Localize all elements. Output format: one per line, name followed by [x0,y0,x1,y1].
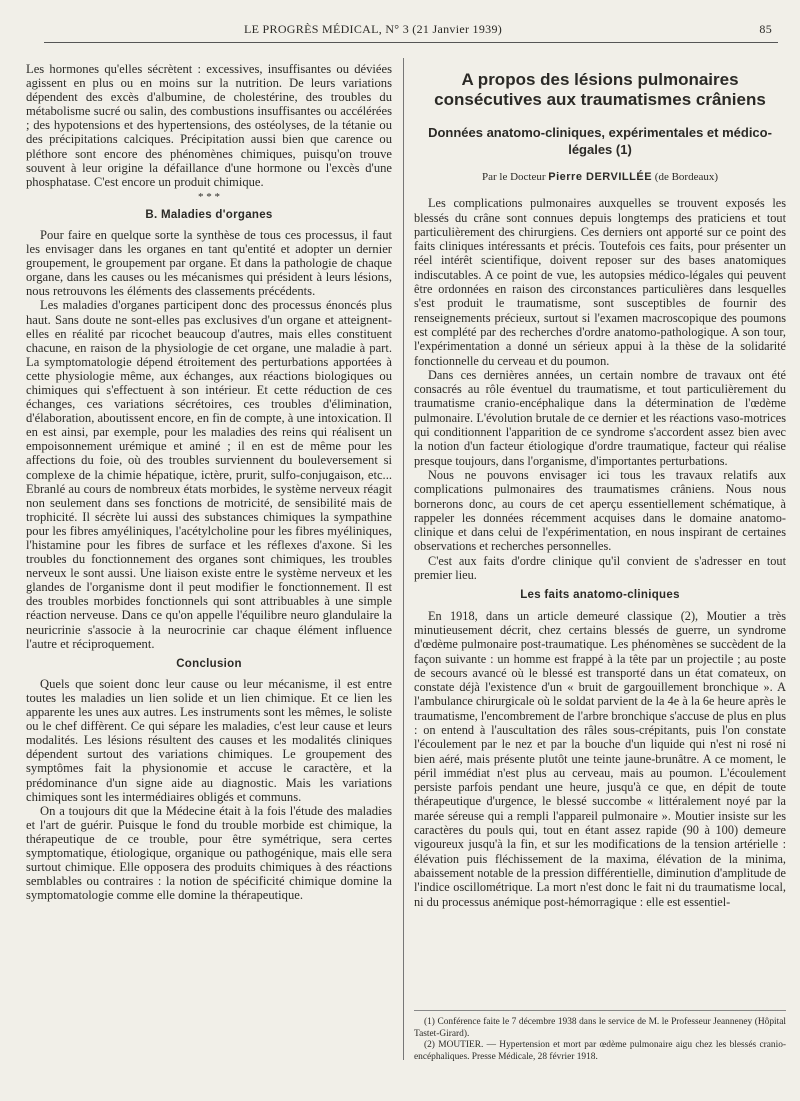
section-separator: * * * [198,190,220,203]
article-title: A propos des lésions pulmonaires consécutives aux traumatismes crâniens [434,70,766,109]
byline-prefix: Par le Docteur [481,171,546,183]
section-b-paragraph-1: Pour faire en quelque sorte la synthèse de tous ces processus, il faut les envisager dans les organes en tant qu'entité et adopter un dernier groupement, le groupement par organe. Et dans la pathologie de chaque organe, dans les causes ou les mécanismes qui président à leurs lésions, nous retrouvons les éléments des classements précédents. [26,227,392,299]
page-header [44,20,778,43]
conclusion-paragraph-2: On a toujours dit que la Médecine était à la fois l'étude des maladies et l'art de guérir. Puisque le fond du trouble morbide est chimique, la thérapeutique de ce trouble, pour être symétrique, sera certes symptomatique, étiologique, organique ou pathogénique, mais elle sera surtout chimique. Elle opposera des produits chimiques à des réactions semblables ou contraires : la notion de spécificité chimique domine la symptomatologie comme elle domine la thérapeutique. [26,803,392,903]
anatomo-clinical-heading: Les faits anatomo-cliniques [520,589,680,602]
article-subtitle: Données anatomo-cliniques, expérimentales et médico-légales (1) [428,125,772,157]
page-number: 85 [759,22,772,36]
conclusion-heading: Conclusion [176,657,242,670]
article-paragraph-2: Dans ces dernières années, un certain nombre de travaux ont été consacrés au rôle éventuel du traumatisme, et tout particulièrement du traumatisme cranio-encéphalique dans la détermination de l'œdème pulmonaire. L'évolution brutale de ce dernier et les réactions vaso-motrices qui conditionnent l'apparition de ce syndrome s'accordent assez bien avec la notion d'un facteur étiologique d'ordre traumatique, facteur qui réalise presque toujours, dans l'organisme, d'importantes perturbations. [414,367,786,468]
conclusion-paragraph-1: Quels que soient donc leur cause ou leur mécanisme, il est entre toutes les maladies un lien solide et un lien chimique. Et ce lien les apparente les unes aux autres. Les instruments sont les mêmes, le soliste ou le chef diffèrent. Ce qui sépare les maladies, c'est leur cause et leurs modalités. Les lésions résultent des causes et les modalités cliniques dépendent surtout des variations chimiques. Le groupement des symptômes fait la physionomie et accuse le caractère, et la prédominance d'un signe aide au diagnostic. Mais les variations chimiques sont les intermédiaires obligés et communs. [26,676,392,804]
footnotes [414,1010,786,1063]
byline-author: Pierre DERVILLÉE [548,171,653,183]
footnote-2: (2) MOUTIER. — Hypertension et mort par œdème pulmonaire aigu chez les blessés cranio-encéphaliques. Presse Médicale, 28 février 1918. [414,1040,786,1062]
column-divider [403,58,404,1060]
intro-paragraph: Les hormones qu'elles sécrètent : excessives, insuffisantes ou déviées agissent en plus ou en moins sur la nutrition. De leurs variations dépendent des excès d'albumine, de cholestérine, des troubles du métabolisme sucré ou salin, des combustions insuffisantes ou accélérées ; des hypotensions et des hypertensions, des ostéolyses, de la tétanie ou des précipitations calciques. Précipitation aussi bien que carence ou pléthore sont encore des phénomènes chimiques, puisqu'on trouve souvent à leur origine la défaillance d'une hormone ou l'excès d'une phosphatase. C'est encore un produit chimique. [26,62,392,189]
section-b-heading: B. Maladies d'organes [145,208,273,221]
journal-title: LE PROGRÈS MÉDICAL, N° 3 (21 Janvier 1939) [244,22,503,36]
footnote-1: (1) Conférence faite le 7 décembre 1938 dans le service de M. le Professeur Jeanneney (Hôpital Tastet-Girard). [414,1017,786,1039]
section-b-paragraph-2: Les maladies d'organes participent donc des processus énoncés plus haut. Sans doute ne sont-elles pas exclusives d'un organe et atteignent-elles en réalité par ricochet beaucoup d'autres, mais elles constituent chacune, en raison de la physiologie de cet organe, une maladie à part. La symptomatologie dépend étroitement des perturbations apportées à cette physiologie même, aux échanges, aux réactions biologiques ou chimiques qui s'effectuent à son intérieur. Et cette réduction de ces échanges, ces variations sécrétoires, ces troubles d'élimination, d'élaboration, aboutissent encore, en fin de compte, à une intoxication. Il en est ainsi, par exemple, pour les maladies des reins qui réalisent un empoisonnement urémique et aminé ; il en est de même pour les affections du foie, où des troubles surviennent du bouleversement si complexe de la chimie hépatique, ictère, prurit, sulfo-conjugaison, etc... Ebranlé au cours de nombreux états morbides, le système nerveux réagit non seulement dans ses fonctions de motricité, de sensibilité mais de trophicité. Il sécrète lui aussi des substances chimiques la sympathine pour les fibres amyéliniques, l'acétylcholine pour les fibres myéliniques, l'histamine pour les fibres de surface et les réflexes d'axone. Si les troubles du fonctionnement des organes sont chimiques, les troubles nerveux le sont aussi. Une liaison existe entre le système nerveux et les glandes de l'organisme dont il peut modifier le fonctionnement. Il est des troubles morbides fonctionnels qui sont attribuables à une simple réaction nerveuse. Dans ce qu'on appelle l'équilibre neuro glandulaire la neuricrinie s'associe à la neurocrinie car chaque élément influence l'autre et réciproquement. [26,298,392,651]
article-paragraph-1: Les complications pulmonaires auxquelles se trouvent exposés les blessés du crâne sont connues depuis longtemps des praticiens et tout particulièrement des chirurgiens. Ces derniers ont apporté sur ce point des faits cliniques intéressants et précis. Toutefois ces faits, pour présenter un réel intérêt scientifique, doivent reposer sur des bases anatomiques indiscutables. A ce point de vue, les autopsies médico-légales qui peuvent être ordonnées en raison des circonstances particulières dans lesquelles s'est produit le traumatisme, sont susceptibles de fournir des renseignements précieux, surtout si l'examen macroscopique des poumons est complété par des recherches d'ordre anatomo-pathologique. A son tour, l'expérimentation a donné un sérieux appui à la thèse de la solidarité fonctionnelle du cerveau et du poumon. [414,196,786,368]
byline-suffix: (de Bordeaux) [654,171,719,183]
article-paragraph-3: Nous ne pouvons envisager ici tous les travaux relatifs aux complications pulmonaires des traumatismes crâniens. Nous nous bornerons donc, au cours de cet aperçu essentiellement schématique, à rappeler les données récemment acquises dans le domaine anatomo-clinique et dans celui de l'expérimentation, en nous inspirant de certaines observations et recherches personnelles. [414,467,786,554]
article-paragraph-4: C'est aux faits d'ordre clinique qu'il convient de s'adresser en tout premier lieu. [414,553,786,583]
byline [414,170,786,184]
right-column [414,62,786,909]
left-column [26,62,392,902]
article-paragraph-5: En 1918, dans un article demeuré classique (2), Moutier a très minutieusement décrit, chez certains blessés de guerre, un syndrome d'œdème pulmonaire post-traumatique. Les phénomènes se succèdent de la façon suivante : un homme est frappé à la tête par un projectile ; au poste de secours avancé où le blessé est transporté dans un état comateux, on constate déjà l'existence d'un « bruit de gargouillement bronchique ». A l'ambulance chirurgicale où le soldat parvient de la 4e à la 6e heure après le traumatisme, l'encombrement de l'arbre bronchique s'accuse de plus en plus : on entend à l'auscultation des râles sous-crépitants, puis l'on constate l'écoulement par le nez et par la bouche d'un liquide qui n'est ni rosé ni bien aéré, mais présente plutôt une teinte jaune-brunâtre. A ce moment, le péril immédiat n'est plus au cerveau, mais au poumon. L'écoulement persiste parfois pendant une heure, jusqu'à ce que, en dépit de toute thérapeutique d'urgence, le blessé succombe « littéralement noyé par la marée séreuse qui a rempli l'appareil pulmonaire ». Moutier insiste sur les caractères du pouls qui, tout en étant assez rapide (90 à 100) demeure vigoureux jusqu'à la fin, et sur les modifications de la tension artérielle : élévation puis fléchissement de la maxima, élévation de la minima, abaissement notable de la pression différentielle, diminution d'amplitude de l'indice oscillométrique. La mort n'est donc le fait ni du traumatisme local, ni du processus anémique post-hémorragique : elle est essentiel- [414,608,787,909]
